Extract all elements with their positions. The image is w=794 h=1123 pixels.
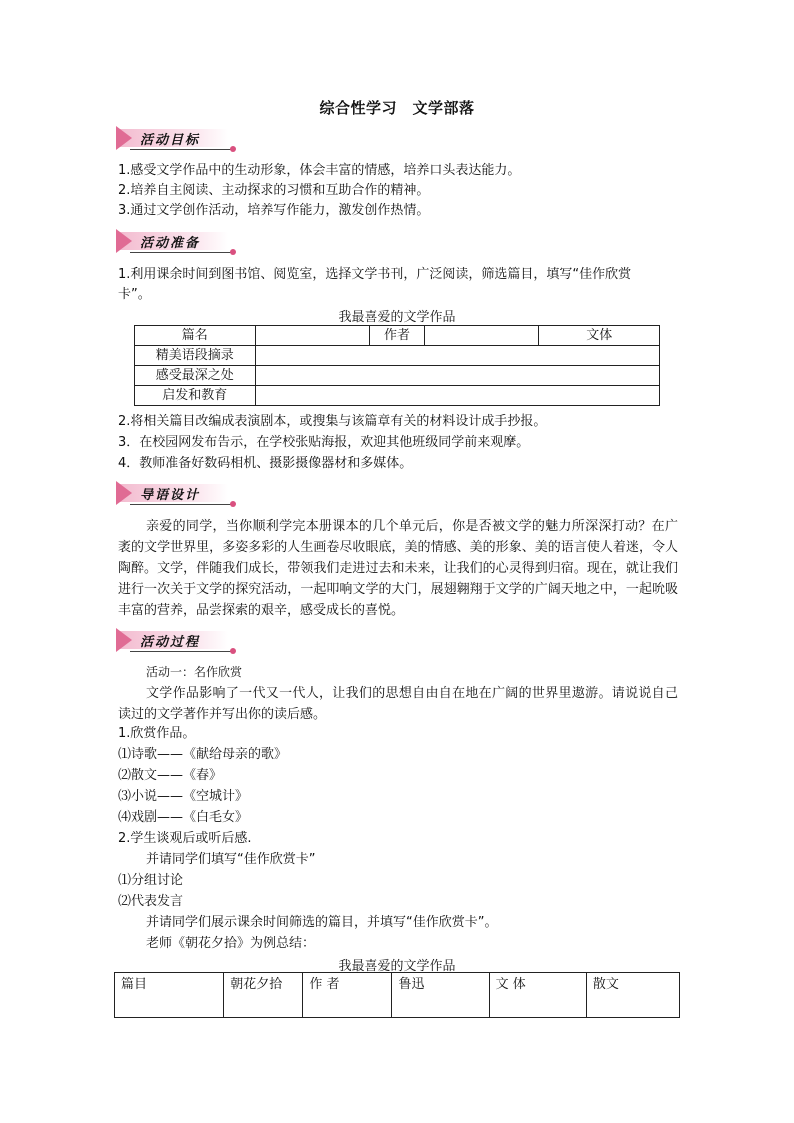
table-row — [135, 346, 660, 366]
table-cell — [255, 366, 659, 386]
page-title: 综合性学习 文学部落 — [319, 99, 475, 117]
table-cell — [255, 386, 659, 406]
table-caption: 我最喜爱的文学作品 — [338, 959, 456, 974]
section-banner-goals — [116, 126, 232, 150]
process-line: 老师《朝花夕拾》为例总结： — [146, 936, 316, 951]
table-cell: 文体 — [539, 326, 660, 346]
table-cell: 作 者 — [303, 973, 392, 1018]
table-row — [135, 326, 660, 346]
table-row — [115, 973, 680, 1018]
section-banner-intro — [116, 481, 232, 505]
table-cell: 篇名 — [135, 326, 256, 346]
process-line: ⑵散文——《春》 — [118, 768, 223, 783]
goal-item: 2.培养自主阅读、主动探求的习惯和互助合作的精神。 — [118, 183, 430, 198]
table-cell: 感受最深之处 — [135, 366, 256, 386]
process-line: ⑴分组讨论 — [118, 873, 184, 888]
section-heading: 活动准备 — [140, 236, 201, 251]
process-line: ⑵代表发言 — [118, 894, 184, 909]
process-line: ⑷戏剧——《白毛女》 — [118, 810, 249, 825]
table-cell: 文 体 — [489, 973, 586, 1018]
goal-item: 1.感受文学作品中的生动形象，体会丰富的情感，培养口头表达能力。 — [118, 163, 521, 178]
table-cell — [424, 326, 539, 346]
table-cell: 作者 — [370, 326, 425, 346]
banner-triangle-icon — [116, 628, 132, 652]
goal-item: 3.通过文学创作活动，培养写作能力，激发创作热情。 — [118, 203, 430, 218]
process-paragraph: 文学作品影响了一代又一代人，让我们的思想自由自在地在广阔的世界里遨游。请说说自己读过的文学著作并写出你的读后感。 — [118, 686, 678, 722]
prep-item: 2.将相关篇目改编成表演剧本，或搜集与该篇章有关的材料设计成手抄报。 — [118, 414, 547, 429]
section-heading: 导语设计 — [140, 488, 201, 503]
process-line: ⑴诗歌——《献给母亲的歌》 — [118, 747, 288, 762]
intro-paragraph: 亲爱的同学，当你顺利学完本册课本的几个单元后，你是否被文学的魅力所深深打动？在广袤的文学世界里，多姿多彩的人生画卷尽收眼底，美的情感、美的形象、美的语言使人着迷，令人陶醉。文学，伴随我们成长，带领我们走进过去和未来，让我们的心灵得到归宿。现在，就让我们进行一次关于文学的探究活动，一起叩响文学的大门，展翅翱翔于文学的广阔天地之中，一起吮吸丰富的营养，品尝探索的艰辛，感受成长的喜悦。 — [118, 519, 678, 618]
prep-item: 1.利用课余时间到图书馆、阅览室，选择文学书刊，广泛阅读，筛选篇目，填写“佳作欣赏 — [118, 267, 632, 282]
process-line: 并请同学们展示课余时间筛选的篇目，并填写“佳作欣赏卡”。 — [146, 915, 498, 930]
process-line: 并请同学们填写“佳作欣赏卡” — [146, 852, 316, 867]
banner-dot-icon — [230, 501, 236, 507]
table-cell: 朝花夕拾 — [224, 973, 303, 1018]
section-heading: 活动目标 — [140, 133, 201, 148]
table-row — [135, 386, 660, 406]
banner-triangle-icon — [116, 126, 132, 150]
banner-triangle-icon — [116, 229, 132, 253]
example-table — [114, 972, 680, 1018]
table-cell — [255, 346, 659, 366]
table-cell: 启发和教育 — [135, 386, 256, 406]
banner-triangle-icon — [116, 481, 132, 505]
table-row — [135, 366, 660, 386]
table-cell: 鲁迅 — [392, 973, 489, 1018]
table-cell — [255, 326, 370, 346]
prep-item: 卡”。 — [118, 287, 151, 302]
process-line: 2.学生谈观后或听后感. — [118, 831, 252, 846]
table-cell: 篇目 — [115, 973, 224, 1018]
prep-item: 4．教师准备好数码相机、摄影摄像器材和多媒体。 — [118, 456, 413, 471]
banner-dot-icon — [230, 249, 236, 255]
process-line: ⑶小说——《空城计》 — [118, 789, 249, 804]
table-caption: 我最喜爱的文学作品 — [338, 310, 456, 325]
activity-title: 活动一：名作欣赏 — [146, 665, 243, 679]
appreciation-table — [134, 325, 660, 406]
section-banner-process — [116, 628, 232, 652]
banner-dot-icon — [230, 146, 236, 152]
table-cell: 精美语段摘录 — [135, 346, 256, 366]
table-cell: 散文 — [586, 973, 679, 1018]
process-line: 1.欣赏作品。 — [118, 726, 196, 741]
section-banner-prep — [116, 229, 232, 253]
section-heading: 活动过程 — [140, 635, 201, 650]
prep-item: 3．在校园网发布告示，在学校张贴海报，欢迎其他班级同学前来观摩。 — [118, 435, 530, 450]
banner-dot-icon — [230, 648, 236, 654]
